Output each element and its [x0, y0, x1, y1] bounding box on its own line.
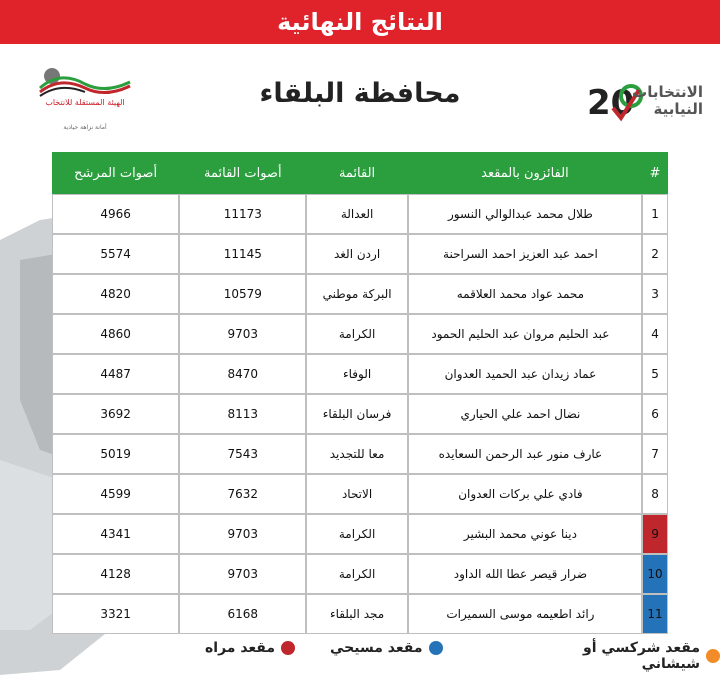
row-number: 2	[642, 234, 668, 274]
table-row	[52, 234, 668, 274]
candidate-votes: 4128	[52, 554, 179, 594]
list-name: العدالة	[306, 194, 407, 234]
list-name: معا للتجديد	[306, 434, 407, 474]
iec-name: الهيئة المستقلة للانتخاب	[45, 98, 125, 107]
candidate-name: رائد اطعيمه موسى السميرات	[408, 594, 642, 634]
table-row	[52, 354, 668, 394]
row-number: 1	[642, 194, 668, 234]
header-candidate-votes: أصوات المرشح	[52, 152, 179, 194]
list-votes: 8470	[179, 354, 306, 394]
table-row	[52, 474, 668, 514]
candidate-name: عارف منور عبد الرحمن السعايده	[408, 434, 642, 474]
list-name: اردن الغد	[306, 234, 407, 274]
list-votes: 7632	[179, 474, 306, 514]
row-number: 9	[642, 514, 668, 554]
row-number: 6	[642, 394, 668, 434]
list-name: الكرامة	[306, 514, 407, 554]
list-name: الوفاء	[306, 354, 407, 394]
banner-title: النتائج النهائية	[277, 8, 443, 36]
candidate-name: طلال محمد عبدالوالي النسور	[408, 194, 642, 234]
table-row	[52, 394, 668, 434]
table-row	[52, 274, 668, 314]
orange-dot-icon	[706, 649, 720, 663]
row-number: 4	[642, 314, 668, 354]
candidate-votes: 4860	[52, 314, 179, 354]
candidate-name: نضال احمد علي الحياري	[408, 394, 642, 434]
row-number: 10	[642, 554, 668, 594]
candidate-name: عبد الحليم مروان عبد الحليم الحمود	[408, 314, 642, 354]
candidate-name: دينا عوني محمد البشير	[408, 514, 642, 554]
iec-emblem-icon	[30, 60, 140, 100]
title-banner	[0, 0, 720, 44]
legend-circassian	[520, 640, 720, 672]
legend-label: مقعد مسيحي	[330, 640, 423, 656]
row-number: 7	[642, 434, 668, 474]
header-list: القائمة	[306, 152, 407, 194]
candidate-votes: 3692	[52, 394, 179, 434]
row-number: 3	[642, 274, 668, 314]
candidate-name: احمد عبد العزيز احمد السراحنة	[408, 234, 642, 274]
list-name: فرسان البلقاء	[306, 394, 407, 434]
list-name: البركة موطني	[306, 274, 407, 314]
list-votes: 10579	[179, 274, 306, 314]
candidate-votes: 4487	[52, 354, 179, 394]
candidate-votes: 4341	[52, 514, 179, 554]
list-votes: 9703	[179, 314, 306, 354]
table-row	[52, 594, 668, 634]
list-name: مجد البلقاء	[306, 594, 407, 634]
results-table	[52, 152, 668, 634]
list-votes: 7543	[179, 434, 306, 474]
list-votes: 9703	[179, 514, 306, 554]
table-header-row	[52, 152, 668, 194]
iec-tagline: أمانة نزاهة حيادية	[63, 124, 107, 131]
candidate-votes: 5574	[52, 234, 179, 274]
list-name: الاتحاد	[306, 474, 407, 514]
row-number: 8	[642, 474, 668, 514]
candidate-name: فادي علي بركات العدوان	[408, 474, 642, 514]
candidate-votes: 4966	[52, 194, 179, 234]
header-list-votes: أصوات القائمة	[179, 152, 306, 194]
candidate-votes: 4820	[52, 274, 179, 314]
elections-text: الانتخابات النيابية	[632, 83, 703, 118]
elections-logo	[585, 62, 705, 142]
candidate-votes: 4599	[52, 474, 179, 514]
list-name: الكرامة	[306, 554, 407, 594]
candidate-name: محمد عواد محمد العلاقمه	[408, 274, 642, 314]
blue-dot-icon	[429, 641, 443, 655]
candidate-votes: 3321	[52, 594, 179, 634]
table-row	[52, 194, 668, 234]
list-votes: 11173	[179, 194, 306, 234]
table-row	[52, 514, 668, 554]
list-votes: 9703	[179, 554, 306, 594]
row-number: 11	[642, 594, 668, 634]
year-digits: 20	[587, 83, 635, 123]
table-row	[52, 314, 668, 354]
legend-label: مقعد شركسي أو شيشاني	[583, 640, 701, 672]
row-number: 5	[642, 354, 668, 394]
table-row	[52, 434, 668, 474]
legend-women	[205, 640, 295, 656]
list-votes: 6168	[179, 594, 306, 634]
candidate-name: ضرار قيصر عطا الله الداود	[408, 554, 642, 594]
legend-label: مقعد مراه	[205, 640, 276, 656]
candidate-name: عماد زيدان عبد الحميد العدوان	[408, 354, 642, 394]
governorate-title: محافظة البلقاء	[259, 78, 461, 109]
list-name: الكرامة	[306, 314, 407, 354]
legend-christian	[330, 640, 443, 656]
list-votes: 8113	[179, 394, 306, 434]
table-row	[52, 554, 668, 594]
header-num: #	[642, 152, 668, 194]
candidate-votes: 5019	[52, 434, 179, 474]
list-votes: 11145	[179, 234, 306, 274]
red-dot-icon	[281, 641, 295, 655]
iec-logo	[30, 60, 150, 140]
header-name: الفائزون بالمقعد	[408, 152, 642, 194]
